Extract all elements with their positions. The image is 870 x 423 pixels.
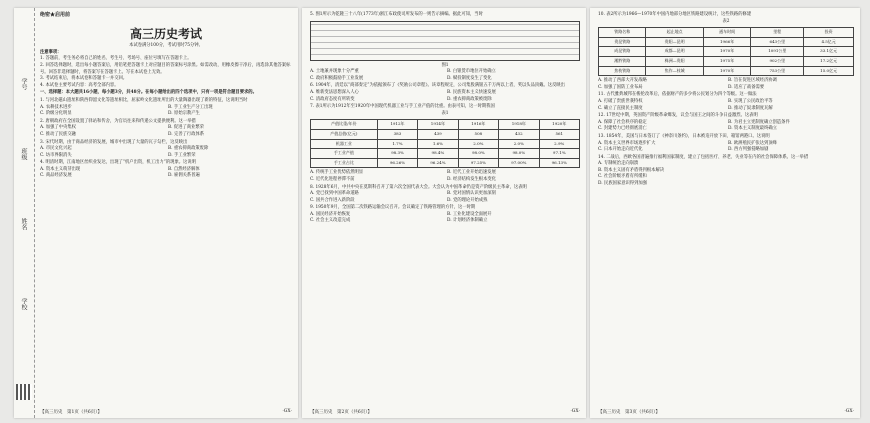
table-cell: 贵阳—昆明 — [646, 37, 703, 47]
question-8: 8. 1928年6月，中共中央在莫斯科召开了第六次全国代表大会。大会认为中国革命仍是资产阶级民主革命，这表明 — [310, 184, 527, 190]
table-cell: 手工业产值 — [311, 149, 378, 159]
question-3-options — [40, 146, 292, 159]
option: D. 重农抑商政策被废除 — [447, 96, 492, 102]
table-cell: 1091公里 — [751, 47, 804, 57]
question-5: 5. 图1所示为乾隆三十八年(1773年)浙江布政使司所发布的一则告示摘编。据此可知，当时 — [310, 12, 483, 17]
option: C. 坊市界限消失 — [40, 152, 72, 158]
table-row — [311, 158, 580, 168]
table-cell: 97.00% — [499, 158, 539, 168]
footer-code: ·GX· — [570, 409, 580, 414]
option: B. 实现了公民政治平等 — [728, 98, 773, 104]
question-8-options — [310, 191, 580, 204]
table-cell: 1970年 — [703, 47, 750, 57]
option: A. 推动了西部大开发战略 — [598, 78, 647, 84]
option: C. 社会阶级矛盾有所缓和 — [598, 174, 647, 180]
table-cell: 439 — [418, 129, 458, 139]
table-cell: 98.0% — [458, 149, 498, 159]
option: D. 民族国家意识得到加强 — [598, 181, 647, 187]
table-cell: 96.24% — [418, 158, 458, 168]
option: D. 手工业繁荣 — [168, 152, 196, 158]
table-cell: 97.1% — [539, 149, 579, 159]
question-10-options — [598, 78, 854, 91]
exam-page-3 — [590, 8, 860, 418]
table-row — [599, 66, 854, 76]
page-footer — [310, 409, 580, 415]
question-3: 3. 宋代时期，由于商品经济的发展，城市中出现了大量的瓦子勾栏，这反映出 — [40, 139, 188, 145]
question-4: 4. 明清时期，江南地区丝织业发达，出现了“机户出资，机工出力”的现象。这说明 — [40, 160, 196, 166]
table-cell: 383 — [377, 129, 417, 139]
table-cell: 湘黔铁路 — [599, 56, 646, 66]
exam-title: 高三历史考试 — [129, 26, 202, 41]
table-caption: 表2 — [722, 18, 730, 24]
option: A. 党已找到中国革命道路 — [310, 191, 359, 197]
option: B. 重农抑商政策废除 — [168, 146, 209, 152]
table-cell: 2.0% — [499, 139, 539, 149]
option: B. 党对国情认识更加深刻 — [447, 191, 496, 197]
option: D. 原始宗教产生 — [168, 111, 200, 117]
option: C. 日本开始走向近代化 — [598, 147, 643, 153]
table-header: 通车时间 — [703, 28, 750, 38]
footer-label: 【高三历史 第3页（共6页）】 — [598, 410, 660, 415]
option: D. 经济结构发生根本变化 — [447, 176, 496, 182]
footer-label: 【高三历史 第2页（共6页）】 — [310, 410, 372, 415]
question-9-options — [310, 212, 580, 225]
page-footer — [598, 409, 854, 415]
table-row — [599, 56, 854, 66]
table-cell: 508 — [458, 129, 498, 139]
table-header: 1920年 — [539, 120, 579, 130]
fold-label: 姓名 — [20, 218, 27, 230]
table-header: 1914年 — [418, 120, 458, 130]
option: C. 加强了国防工业布局 — [598, 84, 643, 90]
question-9: 9. 1950年9月，全国第二次铁路运输会议召开。会议确定了铁路管理的方针，这一时期 — [310, 205, 476, 211]
option: A. 土地兼并现象十分严重 — [310, 69, 359, 75]
question-4-options — [40, 167, 292, 180]
option: C. 确立了直接民主制度 — [598, 105, 643, 111]
option: B. 工业化建设全面展开 — [447, 211, 492, 217]
notice-item: 2. 回答选择题时，选出每小题答案后，用铅笔把答题卡上对应题目的答案标号涂黑。如需改动，用橡皮擦干净后，再选涂其他答案标号。回答非选择题时，将答案写在答题卡上。写在本试卷上无效。 — [40, 62, 291, 75]
table-caption: 表1 — [441, 110, 449, 116]
table-cell: 15.0亿元 — [804, 66, 854, 76]
option: C. 社会主义改造完成 — [310, 218, 351, 224]
option: C. 政府积极鼓励手工业发展 — [310, 75, 364, 81]
table-cell: 2.0% — [458, 139, 498, 149]
table-header: 铁路名称 — [599, 28, 646, 38]
option: B. 促进了商业繁荣 — [168, 125, 204, 131]
question-2: 2. 唐朝政府在全国设置了驿站和传舍，为官员往来和传递公文提供便利。这一举措 — [40, 118, 196, 124]
option: C. 国共合作进入新阶段 — [310, 197, 355, 203]
option: A. 打破了贵族世袭特权 — [598, 98, 643, 104]
table-cell: 1975年 — [703, 56, 750, 66]
option: D. 适应了战备需要 — [728, 84, 765, 90]
question-6: 6. 1904年，清廷以“商部奏定”为依据颁布了《奖励公司章程》。该章程规定，公司集股满银五千万两以上者，奖以头品顶戴。这反映出 — [310, 83, 565, 89]
notice-item: 1. 答题前，考生务必将自己的姓名、考生号、考场号、座位号填写在答题卡上。 — [40, 56, 192, 62]
table-cell: 4.5亿元 — [804, 37, 854, 47]
table-header: 1918年 — [499, 120, 539, 130]
table-cell: 产值总值(亿元) — [311, 129, 378, 139]
table-header: 投资 — [804, 28, 854, 38]
exam-subtitle: 本试卷满分100分，考试用时75分钟。 — [129, 43, 203, 49]
option: C. 近代化进程停滞不前 — [310, 176, 355, 182]
question-12-options — [598, 120, 854, 133]
fold-label: 学号 — [20, 78, 27, 90]
option: A. 市民文化兴起 — [40, 146, 72, 152]
table-header: 1912年 — [377, 120, 417, 130]
option: B. 近代工业开始迅速发展 — [447, 170, 496, 176]
figure-caption: 图1 — [441, 62, 449, 68]
option: D. 计划经济体制确立 — [447, 218, 488, 224]
table-cell: 成都—昆明 — [646, 47, 703, 57]
question-1-options — [40, 105, 292, 118]
binding-margin — [14, 8, 35, 418]
option: C. 清政府态度有所转变 — [310, 96, 355, 102]
option: A. 保障了社会秩序的稳定 — [598, 119, 647, 125]
secret-tag: 绝密★启用前 — [40, 12, 71, 18]
figure-1-box — [310, 21, 580, 61]
option: C. 封建势力已经彻底消亡 — [598, 126, 647, 132]
table-row — [311, 139, 580, 149]
option: A. 农耕技术进步 — [40, 104, 72, 110]
option: D. 完善了行政体系 — [168, 131, 205, 137]
table-cell: 1970年 — [703, 66, 750, 76]
question-6-options — [310, 90, 580, 103]
option: B. 手工业生产分工出现 — [168, 104, 213, 110]
table-header: 产值比重/年份 — [311, 120, 378, 130]
table-cell: 98.4% — [418, 149, 458, 159]
table-header: 里程 — [751, 28, 804, 38]
table-cell: 1.7% — [377, 139, 417, 149]
option: B. 资本主义固有矛盾得到根本解决 — [598, 167, 665, 173]
question-14-options — [598, 161, 854, 187]
table-cell: 96.13% — [539, 158, 579, 168]
option: B. 为君主立宪制度确立创造条件 — [728, 119, 790, 125]
footer-code: ·GX· — [282, 409, 292, 414]
exam-page-2 — [302, 8, 586, 418]
question-14: 14. 二战后，西欧各国普遍推行福利国家制度，建立了包括医疗、养老、失业等在内的社会保障体系。这一举措 — [598, 154, 809, 160]
table-cell: 17.2亿元 — [804, 56, 854, 66]
option: A. 国民经济开始恢复 — [310, 211, 351, 217]
option: C. 阶级分化明显 — [40, 111, 72, 117]
table-cell: 753公里 — [751, 66, 804, 76]
option: D. 雇佣关系普遍 — [168, 173, 200, 179]
table-cell: 432 — [499, 129, 539, 139]
table-row — [311, 149, 580, 159]
option: A. 传统手工业优势依然明显 — [310, 170, 364, 176]
table-cell: 561 — [539, 129, 579, 139]
table-cell: 643公里 — [751, 37, 804, 47]
option: D. 推动了奴隶制度瓦解 — [728, 105, 773, 111]
exam-page-1 — [14, 8, 298, 418]
option: C. 商品经济发展 — [40, 173, 72, 179]
option: D. 赋役制度发生了变化 — [447, 75, 492, 81]
table-cell: 焦作—枝城 — [646, 66, 703, 76]
table-cell: 机器工业 — [311, 139, 378, 149]
option: A. 专制统治走向崩溃 — [598, 161, 639, 167]
table-2 — [598, 27, 854, 76]
section-heading: 一、选择题：本大题共16小题，每小题3分，共48分。在每小题给出的四个选项中，只有一项是符合题目要求的。 — [40, 90, 257, 96]
option: B. 民族资本主义快速发展 — [447, 89, 496, 95]
table-cell: 2.9% — [539, 139, 579, 149]
question-13-options — [598, 141, 854, 154]
footer-code: ·GX· — [844, 409, 854, 414]
option: C. 推动了民族交融 — [40, 131, 76, 137]
option: A. 资本主义世界市场逐步扩大 — [598, 140, 656, 146]
table-cell: 97.25% — [458, 158, 498, 168]
table-row — [599, 37, 854, 47]
table-cell: 成昆铁路 — [599, 47, 646, 57]
option: A. 维新变法思想深入人心 — [310, 89, 359, 95]
table-cell: 株洲—贵阳 — [646, 56, 703, 66]
fold-label: 学校 — [20, 298, 27, 310]
table-cell: 98.0% — [499, 149, 539, 159]
option: B. 白银货币地位开始确立 — [447, 69, 496, 75]
table-header: 1916年 — [458, 120, 498, 130]
table-cell: 焦枝铁路 — [599, 66, 646, 76]
option: D. 资本主义制度最终确立 — [728, 126, 777, 132]
notice-item: 3. 考试结束后，将本试卷和答题卡一并交回。 — [40, 76, 128, 82]
question-11: 11. 古代雅典城邦在梭伦改革后，依据财产的多少将公民划分为四个等级。这一做法 — [598, 92, 757, 98]
table-cell: 96.26% — [377, 158, 417, 168]
option: A. 资本主义萌芽出现 — [40, 166, 81, 172]
question-1: 1. 与河北磁山遗址和陕西仰韶文化等遗址相比，屈家岭文化遗址所出的大量陶器出现了新的特征，这说明当时 — [40, 97, 248, 103]
option: B. 欧洲殖民扩张达到顶峰 — [728, 140, 777, 146]
table-cell: 1966年 — [703, 37, 750, 47]
fold-label: 班级 — [20, 148, 27, 160]
table-cell: 33.1亿元 — [804, 47, 854, 57]
table-cell: 1.6% — [418, 139, 458, 149]
notice-heading: 注意事项： — [40, 49, 62, 55]
option: D. 党的理论开始成熟 — [447, 197, 488, 203]
footer-label: 【高三历史 第1页（共6页）】 — [40, 410, 102, 415]
question-7: 7. 表1所示为1912年至1920年中国现代机器工业与手工业产值的比重。由表可知，这一时期我国 — [310, 104, 495, 110]
question-2-options — [40, 125, 292, 138]
question-13: 13. 1854年，美国与日本签订了《神奈川条约》，日本被迫开放下田、箱馆两港口。这说明 — [598, 133, 770, 139]
table-1 — [310, 119, 580, 168]
question-5-options — [310, 69, 580, 82]
qr-code-icon — [16, 384, 32, 400]
table-cell: 贵昆铁路 — [599, 37, 646, 47]
table-cell: 手工业占比 — [311, 158, 378, 168]
option: B. 旨在促进区域经济协调 — [728, 78, 777, 84]
option: A. 加强了中央集权 — [40, 125, 76, 131]
table-header: 起止地点 — [646, 28, 703, 38]
question-7-options — [310, 170, 580, 183]
table-row — [599, 47, 854, 57]
question-12: 12. 17世纪中期，英国资产阶级革命爆发，议会与国王之间的斗争日益激烈。这表明 — [598, 113, 758, 119]
option: D. 西方列强侵略加剧 — [728, 147, 769, 153]
page-footer — [40, 409, 292, 415]
option: B. 自然经济解体 — [168, 166, 200, 172]
table-cell: 98.3% — [377, 149, 417, 159]
table-cell: 902公里 — [751, 56, 804, 66]
question-11-options — [598, 99, 854, 112]
question-10: 10. 表2所示为1966—1970年中国内地部分地区铁路建设统计，这些铁路的修建 — [598, 12, 752, 17]
table-row — [311, 129, 580, 139]
notice-item: 4. 本试卷主要考试内容：高考全部内容。 — [40, 82, 119, 88]
